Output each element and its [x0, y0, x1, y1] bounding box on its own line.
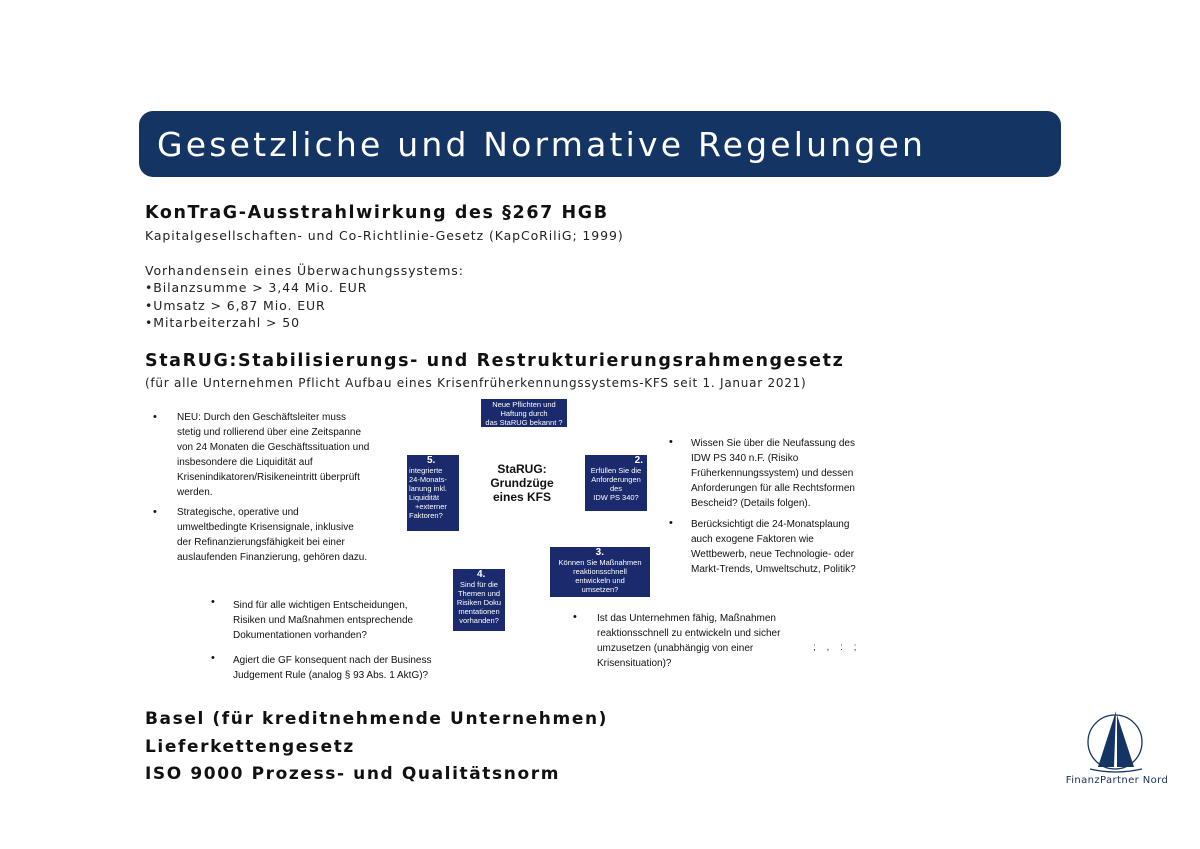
bottom-left-block-1: Sind für alle wichtigen Entscheidungen, Risiken und Maßnahmen entsprechende Dokumentationen vorhanden? — [233, 600, 414, 641]
bullet-icon: • — [573, 611, 577, 623]
diagram-center-label: StaRUG: Grundzüge eines KFS — [490, 462, 554, 504]
bullet-icon: • — [669, 436, 673, 448]
diagram-box-5: 5. integrierte 24-Monats- lanung inkl. Liquidität +externer Faktoren? — [407, 455, 459, 531]
scattered-marks: ; , : ; — [813, 642, 861, 653]
bottom-left-block-2: Agiert die GF konsequent nach der Business Judgement Rule (analog § 93 Abs. 1 AktG)? — [233, 655, 432, 681]
diagram-box-top: Neue Pflichten und Haftung durch das StaRUG bekannt ? — [481, 399, 567, 427]
bullet-icon: • — [669, 517, 673, 529]
left-block-2: Strategische, operative und umweltbedingte Krisensignale, inklusive der Refinanzierungsfähigkeit bei einer auslaufenden Finanzierung, gehören dazu. — [177, 507, 368, 563]
kontrag-item: •Bilanzsumme > 3,44 Mio. EUR — [145, 280, 368, 295]
bullet-icon: • — [153, 506, 157, 518]
bullet-icon: • — [211, 652, 215, 664]
bottom-right-block: Ist das Unternehmen fähig, Maßnahmen reaktionsschnell zu entwickeln und sicher umzusetzen (unabhängig von einer Krisensituation)? — [597, 613, 781, 669]
right-block-2: Berücksichtigt die 24-Monatsplaung auch exogene Faktoren wie Wettbewerb, neue Technologie- oder Markt-Trends, Umweltschutz, Politik? — [691, 519, 856, 575]
title-bar — [139, 111, 1061, 177]
diagram-box-3: 3. Können Sie Maßnahmen reaktionsschnell entwickeln und umsetzen? — [550, 547, 650, 597]
starug-subtitle: (für alle Unternehmen Pflicht Aufbau eines Krisenfrüherkennungssystems-KFS seit 1. Januar 2021) — [145, 376, 807, 390]
kfs-diagram — [145, 402, 890, 687]
kontrag-intro: Vorhandensein eines Überwachungssystems: — [145, 263, 464, 278]
bullet-icon: • — [153, 411, 157, 423]
bottom-item-lieferkette: Lieferkettengesetz — [145, 737, 355, 757]
bottom-item-basel: Basel (für kreditnehmende Unternehmen) — [145, 709, 609, 729]
diagram-box-2: 2. Erfüllen Sie die Anforderungen des IDW PS 340? — [585, 455, 647, 511]
diagram-box-4: 4. Sind für die Themen und Risiken Doku mentationen vorhanden? — [453, 569, 505, 631]
starug-heading: StaRUG:Stabilisierungs- und Restrukturierungsrahmengesetz — [145, 351, 845, 371]
kontrag-subtitle: Kapitalgesellschaften- und Co-Richtlinie-Gesetz (KapCoRiliG; 1999) — [145, 228, 624, 243]
kontrag-heading: KonTraG-Ausstrahlwirkung des §267 HGB — [145, 203, 609, 223]
bottom-item-iso: ISO 9000 Prozess- und Qualitätsnorm — [145, 764, 561, 784]
kontrag-item: •Mitarbeiterzahl > 50 — [145, 315, 301, 330]
logo-text: FinanzPartner Nord — [1065, 775, 1169, 786]
kontrag-item: •Umsatz > 6,87 Mio. EUR — [145, 298, 326, 313]
bullet-icon: • — [211, 596, 215, 608]
page-title: Gesetzliche und Normative Regelungen — [157, 124, 927, 164]
right-block-1: Wissen Sie über die Neufassung des IDW PS 340 n.F. (Risiko Früherkennungssystem) und dessen Anforderungen für alle Rechtsformen Bescheid? (Details folgen). — [691, 438, 855, 509]
left-block-1: NEU: Durch den Geschäftsleiter muss stetig und rollierend über eine Zeitspanne von 24 Monaten die Geschäftssituation und insbesondere die Liquidität auf Krisenindikatoren/Risikeneintritt überprüft werden. — [177, 412, 370, 498]
